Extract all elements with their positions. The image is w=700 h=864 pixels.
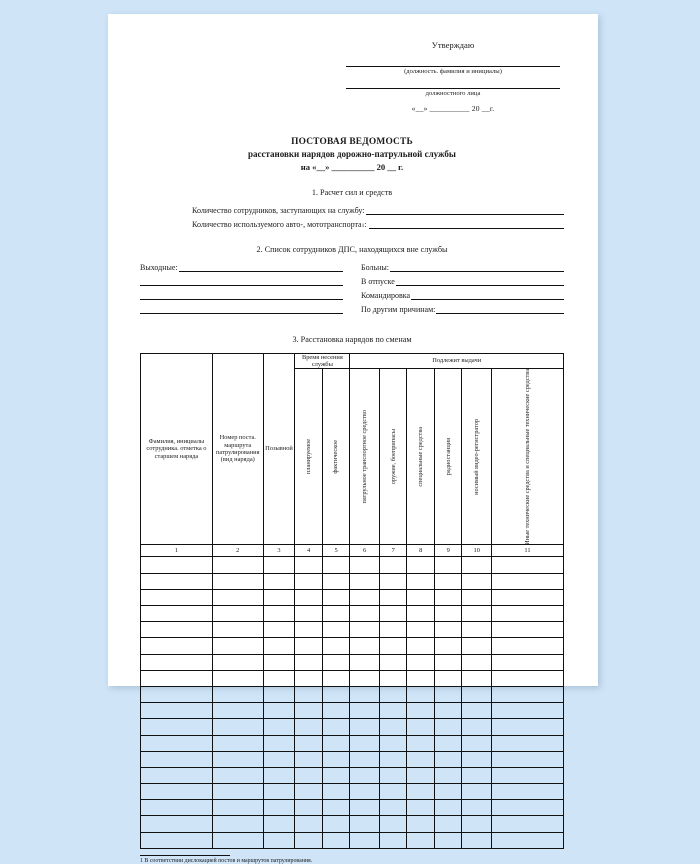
table-cell[interactable] [379,573,406,589]
table-cell[interactable] [350,735,380,751]
colnum-6: 6 [350,545,380,557]
document-dateline: на «__» __________ 20 __ г. [300,161,404,172]
colnum-9: 9 [434,545,461,557]
table-cell[interactable] [212,557,263,573]
table-cell[interactable] [141,573,213,589]
section3-heading: 3. Расстановка нарядов по сменам [292,334,412,344]
section2-row-sick [361,263,564,272]
table-cell[interactable] [295,606,322,622]
table-row[interactable] [141,703,564,719]
table-header-row-1 [141,353,564,368]
table-cell[interactable] [379,670,406,686]
table-cell[interactable] [350,589,380,605]
table-cell[interactable] [407,767,434,783]
table-row[interactable] [141,573,564,589]
table-cell[interactable] [434,751,461,767]
table-cell[interactable] [350,606,380,622]
section2-label-other: По другим причинам: [361,304,436,314]
table-cell[interactable] [212,816,263,832]
table-cell[interactable] [263,719,295,735]
section2-field-other[interactable] [436,305,564,314]
section2-field-trip[interactable] [411,291,564,300]
table-cell[interactable] [350,719,380,735]
table-cell[interactable] [462,686,492,702]
table-cell[interactable] [492,751,564,767]
table-cell[interactable] [350,767,380,783]
header-officer-name: Фамилия, инициалы сотрудника. отметка о старшем наряда [141,353,213,545]
table-cell[interactable] [462,654,492,670]
table-cell[interactable] [434,638,461,654]
table-cell[interactable] [141,638,213,654]
table-row[interactable] [141,735,564,751]
approval-title: Утверждаю [431,40,475,50]
table-cell[interactable] [462,573,492,589]
table-cell[interactable] [379,703,406,719]
table-cell[interactable] [462,751,492,767]
table-cell[interactable] [407,622,434,638]
table-cell[interactable] [263,589,295,605]
table-cell[interactable] [350,816,380,832]
section2-field-dayoff[interactable] [179,263,343,272]
table-cell[interactable] [492,735,564,751]
table-cell[interactable] [295,686,322,702]
section2-block [140,263,564,319]
table-cell[interactable] [434,816,461,832]
table-cell[interactable] [434,622,461,638]
document-content [140,40,564,864]
table-cell[interactable] [462,735,492,751]
table-cell[interactable] [492,784,564,800]
table-cell[interactable] [492,654,564,670]
table-cell[interactable] [350,573,380,589]
table-cell[interactable] [492,816,564,832]
section2-field-sick[interactable] [390,263,564,272]
table-cell[interactable] [379,767,406,783]
table-cell[interactable] [434,735,461,751]
table-cell[interactable] [263,573,295,589]
table-cell[interactable] [263,767,295,783]
section2-field-dayoff-4[interactable] [140,305,343,314]
header-planned: планируемое [295,368,322,545]
table-cell[interactable] [407,638,434,654]
table-cell[interactable] [141,784,213,800]
table-cell[interactable] [407,832,434,848]
table-cell[interactable] [322,557,349,573]
table-cell[interactable] [350,832,380,848]
table-cell[interactable] [407,670,434,686]
section2-heading: 2. Список сотрудников ДПС, находящихся вне службы [256,244,448,254]
colnum-8: 8 [407,545,434,557]
approval-official-line [346,79,560,89]
table-cell[interactable] [322,800,349,816]
table-cell[interactable] [434,719,461,735]
table-cell[interactable] [212,654,263,670]
header-group-issue: Подлежит выдачи [350,353,564,368]
table-cell[interactable] [263,703,295,719]
roster-table-body [141,545,564,848]
table-cell[interactable] [322,767,349,783]
section2-field-dayoff-3[interactable] [140,291,343,300]
table-cell[interactable] [141,735,213,751]
table-cell[interactable] [350,622,380,638]
approval-block [346,40,560,113]
table-cell[interactable] [295,670,322,686]
table-cell[interactable] [462,832,492,848]
table-cell[interactable] [434,832,461,848]
table-row[interactable] [141,751,564,767]
column-number-row [141,545,564,557]
table-cell[interactable] [462,800,492,816]
table-cell[interactable] [295,751,322,767]
table-cell[interactable] [407,686,434,702]
table-cell[interactable] [322,589,349,605]
section1-heading: 1. Расчет сил и средств [311,187,393,197]
table-cell[interactable] [492,589,564,605]
colnum-4: 4 [295,545,322,557]
table-cell[interactable] [407,800,434,816]
table-cell[interactable] [462,784,492,800]
colnum-11: 11 [492,545,564,557]
table-cell[interactable] [141,557,213,573]
footnote-marker: 1 [361,222,365,229]
table-cell[interactable] [141,686,213,702]
table-cell[interactable] [350,784,380,800]
table-row[interactable] [141,686,564,702]
footnote-block [140,855,564,864]
table-cell[interactable] [322,832,349,848]
table-cell[interactable] [379,719,406,735]
table-cell[interactable] [379,606,406,622]
colnum-2: 2 [212,545,263,557]
table-cell[interactable] [492,638,564,654]
table-cell[interactable] [434,606,461,622]
document-page [108,14,598,864]
table-cell[interactable] [462,606,492,622]
approval-caption-official: должностного лица [425,90,481,98]
section1-row-transport: Количество используемого авто-, мототранспорта 1 : [140,220,564,229]
table-cell[interactable] [379,832,406,848]
table-cell[interactable] [295,767,322,783]
table-cell[interactable] [295,573,322,589]
table-cell[interactable] [407,816,434,832]
table-cell[interactable] [492,573,564,589]
table-cell[interactable] [407,654,434,670]
table-cell[interactable] [407,573,434,589]
table-cell[interactable] [212,751,263,767]
table-cell[interactable] [295,832,322,848]
table-row[interactable] [141,832,564,848]
table-cell[interactable] [295,622,322,638]
table-cell[interactable] [212,622,263,638]
header-callsign: Позывной [263,353,295,545]
table-cell[interactable] [492,832,564,848]
table-cell[interactable] [407,784,434,800]
table-cell[interactable] [141,589,213,605]
table-cell[interactable] [434,800,461,816]
table-cell[interactable] [263,686,295,702]
table-cell[interactable] [141,832,213,848]
table-cell[interactable] [295,800,322,816]
section2-label-sick: Больны: [361,262,390,272]
header-patrol-vehicle: патрульное транспортное средство [350,368,380,545]
table-cell[interactable] [350,686,380,702]
table-cell[interactable] [434,686,461,702]
table-cell[interactable] [141,654,213,670]
table-cell[interactable] [263,606,295,622]
table-cell[interactable] [263,557,295,573]
table-cell[interactable] [263,654,295,670]
table-cell[interactable] [462,719,492,735]
table-cell[interactable] [407,735,434,751]
table-cell[interactable] [434,557,461,573]
header-weapons: оружие, боеприпасы [379,368,406,545]
header-bodycam: носимый видео-регистратор [462,368,492,545]
table-cell[interactable] [141,767,213,783]
table-cell[interactable] [350,703,380,719]
colnum-3: 3 [263,545,295,557]
table-row[interactable] [141,719,564,735]
table-cell[interactable] [212,719,263,735]
table-cell[interactable] [434,573,461,589]
table-row[interactable] [141,784,564,800]
table-cell[interactable] [462,638,492,654]
table-cell[interactable] [379,816,406,832]
table-cell[interactable] [263,638,295,654]
table-cell[interactable] [212,832,263,848]
table-cell[interactable] [322,816,349,832]
table-cell[interactable] [350,638,380,654]
table-row[interactable] [141,589,564,605]
header-other-equipment: Иные технические средства и специальные технические средства [492,368,564,545]
table-cell[interactable] [295,735,322,751]
table-cell[interactable] [379,638,406,654]
table-cell[interactable] [462,589,492,605]
table-cell[interactable] [434,703,461,719]
table-cell[interactable] [434,654,461,670]
colnum-7: 7 [379,545,406,557]
table-cell[interactable] [212,767,263,783]
section1-field-transport[interactable] [369,220,564,229]
table-cell[interactable] [295,589,322,605]
table-cell[interactable] [212,606,263,622]
table-cell[interactable] [263,622,295,638]
table-cell[interactable] [350,800,380,816]
table-cell[interactable] [295,703,322,719]
footnote-text: 1 В соответствии дислокацией постов и маршрутов патрулирования. [140,857,313,864]
table-cell[interactable] [295,784,322,800]
table-cell[interactable] [492,703,564,719]
table-cell[interactable] [141,751,213,767]
table-cell[interactable] [322,606,349,622]
header-group-duty-time: Время несения службы [295,353,350,368]
table-cell[interactable] [322,670,349,686]
table-cell[interactable] [212,800,263,816]
table-cell[interactable] [322,686,349,702]
table-cell[interactable] [434,589,461,605]
table-cell[interactable] [350,654,380,670]
table-row[interactable] [141,557,564,573]
table-cell[interactable] [141,800,213,816]
table-cell[interactable] [295,654,322,670]
table-cell[interactable] [263,800,295,816]
footnote-divider [140,855,230,856]
table-cell[interactable] [295,638,322,654]
table-cell[interactable] [141,703,213,719]
table-cell[interactable] [379,589,406,605]
table-cell[interactable] [492,606,564,622]
table-cell[interactable] [462,767,492,783]
header-actual: фактическое [322,368,349,545]
table-cell[interactable] [212,735,263,751]
table-cell[interactable] [492,767,564,783]
approval-dateline: «__» __________ 20 __г. [411,103,495,113]
table-cell[interactable] [141,606,213,622]
document-subtitle: расстановки нарядов дорожно-патрульной службы [248,148,456,159]
table-cell[interactable] [350,751,380,767]
table-cell[interactable] [322,784,349,800]
table-cell[interactable] [322,735,349,751]
table-cell[interactable] [379,784,406,800]
section2-row-other [361,305,564,314]
table-cell[interactable] [322,751,349,767]
approval-signature-line [346,57,560,67]
section2-label-dayoff: Выходные: [140,262,178,272]
table-cell[interactable] [407,589,434,605]
table-cell[interactable] [212,589,263,605]
section2-left-column [140,263,343,319]
table-cell[interactable] [462,670,492,686]
table-cell[interactable] [212,686,263,702]
table-cell[interactable] [263,735,295,751]
table-cell[interactable] [379,751,406,767]
table-cell[interactable] [141,816,213,832]
section2-row-vacation [361,277,564,286]
table-row[interactable] [141,816,564,832]
section2-field-vacation[interactable] [396,277,564,286]
table-row[interactable] [141,654,564,670]
table-cell[interactable] [263,816,295,832]
table-cell[interactable] [492,557,564,573]
table-cell[interactable] [141,622,213,638]
table-cell[interactable] [295,719,322,735]
table-cell[interactable] [462,703,492,719]
table-cell[interactable] [462,816,492,832]
table-cell[interactable] [379,654,406,670]
table-cell[interactable] [322,654,349,670]
table-cell[interactable] [434,670,461,686]
table-cell[interactable] [295,557,322,573]
section2-label-trip: Командировка [361,290,411,300]
table-cell[interactable] [350,670,380,686]
table-cell[interactable] [322,622,349,638]
section2-field-dayoff-2[interactable] [140,277,343,286]
table-cell[interactable] [492,686,564,702]
table-cell[interactable] [379,557,406,573]
section2-right-column [361,263,564,319]
colnum-5: 5 [322,545,349,557]
table-cell[interactable] [462,557,492,573]
table-cell[interactable] [141,670,213,686]
table-cell[interactable] [492,800,564,816]
table-cell[interactable] [322,573,349,589]
table-cell[interactable] [263,784,295,800]
table-cell[interactable] [212,573,263,589]
section1-label-staff: Количество сотрудников, заступающих на службу: [192,205,365,215]
table-cell[interactable] [212,638,263,654]
table-cell[interactable] [407,606,434,622]
table-row[interactable] [141,622,564,638]
table-cell[interactable] [263,751,295,767]
table-row[interactable] [141,767,564,783]
colnum-1: 1 [141,545,213,557]
header-radio: радиостанция [434,368,461,545]
table-cell[interactable] [322,703,349,719]
table-cell[interactable] [212,670,263,686]
table-cell[interactable] [492,622,564,638]
table-cell[interactable] [379,800,406,816]
table-cell[interactable] [141,719,213,735]
table-cell[interactable] [407,703,434,719]
table-row[interactable] [141,800,564,816]
header-special-means: специальные средства [407,368,434,545]
approval-caption: (должность. фамилия и инициалы) [404,68,502,75]
colnum-10: 10 [462,545,492,557]
table-cell[interactable] [350,557,380,573]
table-cell[interactable] [434,784,461,800]
section1-label-transport: Количество используемого авто-, мототранспорта [192,219,362,229]
table-cell[interactable] [212,784,263,800]
table-cell[interactable] [407,751,434,767]
table-cell[interactable] [407,557,434,573]
table-cell[interactable] [492,670,564,686]
table-cell[interactable] [434,767,461,783]
roster-table [140,353,564,849]
table-row[interactable] [141,606,564,622]
table-cell[interactable] [379,735,406,751]
table-cell[interactable] [492,719,564,735]
table-cell[interactable] [462,622,492,638]
document-title: ПОСТОВАЯ ВЕДОМОСТЬ [291,136,413,147]
table-row[interactable] [141,670,564,686]
section2-row-trip [361,291,564,300]
header-post-number: Номер поста. маршрута патрулирования (вид наряда) [212,353,263,545]
table-cell[interactable] [407,719,434,735]
table-cell[interactable] [263,670,295,686]
section1-row-staff [140,206,564,215]
table-cell[interactable] [379,686,406,702]
table-cell[interactable] [263,832,295,848]
table-cell[interactable] [322,638,349,654]
table-cell[interactable] [322,719,349,735]
table-cell[interactable] [295,816,322,832]
section1-field-staff[interactable] [366,206,564,215]
section2-row-dayoff [140,263,343,272]
section2-label-vacation: В отпуске [361,276,395,286]
table-cell[interactable] [379,622,406,638]
table-cell[interactable] [212,703,263,719]
table-row[interactable] [141,638,564,654]
